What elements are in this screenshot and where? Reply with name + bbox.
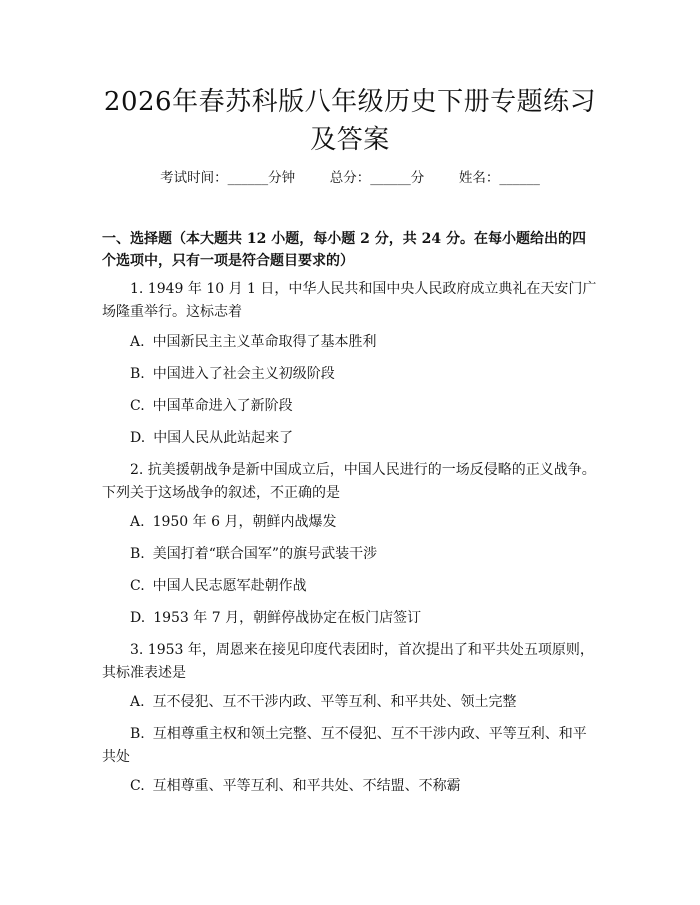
score-label: 总分： bbox=[329, 170, 371, 186]
option-text: 中国人民志愿军赴朝作战 bbox=[152, 578, 307, 594]
option-letter: D. bbox=[130, 610, 146, 626]
option-text: 互不侵犯、互不干涉内政、平等互利、和平共处、领土完整 bbox=[152, 694, 517, 710]
option-text: 互相尊重、平等互利、和平共处、不结盟、不称霸 bbox=[152, 778, 461, 794]
option-letter: A. bbox=[130, 514, 145, 530]
question-3-option-c bbox=[102, 775, 598, 798]
option-text: 1950 年 6 月，朝鲜内战爆发 bbox=[152, 514, 337, 530]
name-blank: ______ bbox=[499, 170, 540, 186]
name-label: 姓名： bbox=[458, 170, 500, 186]
question-1-option-b bbox=[102, 363, 598, 386]
question-2-option-b bbox=[102, 543, 598, 566]
question-1-option-d bbox=[102, 427, 598, 450]
option-letter: B. bbox=[130, 366, 145, 382]
option-text: 中国新民主主义革命取得了基本胜利 bbox=[152, 334, 377, 350]
option-letter: C. bbox=[130, 398, 145, 414]
option-letter: D. bbox=[130, 430, 146, 446]
option-letter: C. bbox=[130, 578, 145, 594]
option-text: 互相尊重主权和领土完整、互不侵犯、互不干涉内政、平等互利、和平共处 bbox=[102, 726, 587, 765]
option-letter: B. bbox=[130, 546, 145, 562]
question-2-option-c bbox=[102, 575, 598, 598]
page-title: 2026年春苏科版八年级历史下册专题练习及答案 bbox=[103, 87, 597, 155]
option-letter: B. bbox=[130, 726, 145, 742]
question-2-stem: 2. 抗美援朝战争是新中国成立后，中国人民进行的一场反侵略的正义战争。下列关于这场战争的叙述，不正确的是 bbox=[102, 462, 596, 501]
option-letter: C. bbox=[130, 778, 145, 794]
question-3-option-a bbox=[102, 691, 598, 714]
time-label: 考试时间： bbox=[160, 170, 228, 186]
option-text: 中国进入了社会主义初级阶段 bbox=[152, 366, 335, 382]
option-letter: A. bbox=[130, 334, 145, 350]
question-3-stem: 3. 1953 年，周恩来在接见印度代表团时，首次提出了和平共处五项原则，其标准表述是 bbox=[102, 642, 594, 681]
option-text: 1953 年 7 月，朝鲜停战协定在板门店签订 bbox=[153, 610, 422, 626]
option-text: 美国打着“联合国军”的旗号武装干涉 bbox=[152, 546, 378, 562]
question-1-stem: 1. 1949 年 10 月 1 日，中华人民共和国中央人民政府成立典礼在天安门广场隆重举行。这标志着 bbox=[102, 281, 597, 320]
exam-meta bbox=[0, 168, 700, 188]
time-unit: 分钟 bbox=[268, 170, 296, 186]
time-blank: ______ bbox=[227, 170, 269, 186]
question-1-option-c bbox=[102, 395, 598, 418]
score-blank: ______ bbox=[370, 170, 411, 186]
option-text: 中国革命进入了新阶段 bbox=[152, 398, 293, 414]
score-unit: 分 bbox=[410, 170, 425, 186]
option-letter: A. bbox=[130, 694, 145, 710]
question-3-option-b bbox=[102, 723, 598, 769]
section-heading: 一、选择题（本大题共 12 小题，每小题 2 分，共 24 分。在每小题给出的四个选项中，只有一项是符合题目要求的） bbox=[102, 231, 586, 269]
question-1-option-a bbox=[102, 331, 598, 354]
question-2-option-d bbox=[102, 607, 598, 630]
option-text: 中国人民从此站起来了 bbox=[153, 430, 294, 446]
question-2-option-a bbox=[102, 511, 598, 534]
